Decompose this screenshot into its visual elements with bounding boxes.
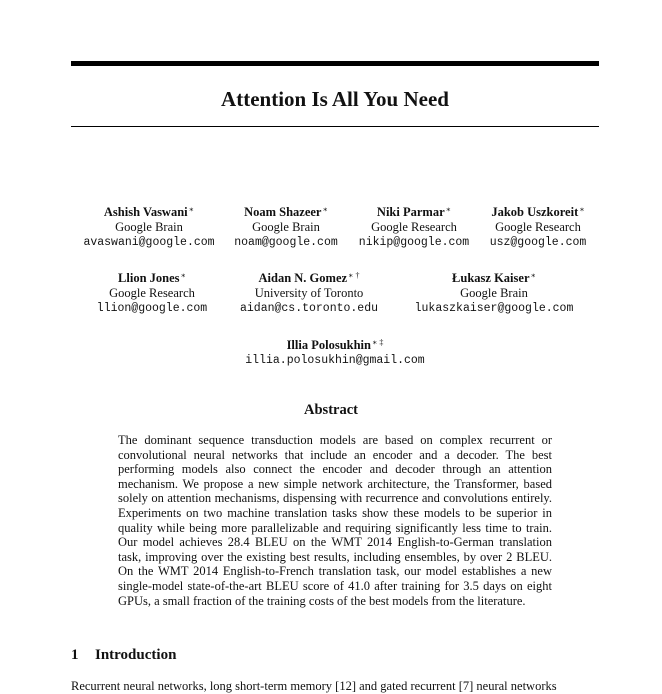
author-block bbox=[97, 268, 207, 316]
author-affiliation: Google Brain bbox=[115, 220, 183, 234]
author-block bbox=[245, 335, 424, 368]
abstract-text: The dominant sequence transduction models are based on complex recurrent or convolutional neural networks that include an encoder and a decoder. The best performing models also connect the encoder and decoder through an attention mechanism. We propose a new simple network architecture, the Transformer, based solely on attention mechanisms, dispensing with recurrence and convolutions entirely. Experiments on two machine translation tasks show these models to be superior in quality while being more parallelizable and requiring significantly less time to train. Our model achieves 28.4 BLEU on the WMT 2014 English-to-German translation task, improving over the existing best results, including ensembles, by over 2 BLEU. On the WMT 2014 English-to-French translation task, our model establishes a new single-model state-of-the-art BLEU score of 41.0 after training for 3.5 days on eight GPUs, a small fraction of the training costs of the best models from the literature. bbox=[118, 433, 552, 608]
author-affiliation: University of Toronto bbox=[254, 286, 364, 300]
abstract-heading: Abstract bbox=[304, 402, 358, 418]
title-rule-bottom bbox=[71, 126, 599, 127]
author-name: Aidan N. Gomez∗ † bbox=[258, 271, 360, 285]
author-name: Jakob Uszkoreit∗ bbox=[491, 205, 585, 219]
author-name: Illia Polosukhin∗ ‡ bbox=[286, 338, 384, 352]
section-number: 1 bbox=[71, 647, 79, 663]
author-block bbox=[490, 202, 587, 250]
author-block bbox=[83, 202, 214, 250]
author-name: Llion Jones∗ bbox=[118, 271, 186, 285]
author-email[interactable]: aidan@cs.toronto.edu bbox=[239, 302, 379, 315]
author-email[interactable]: nikip@google.com bbox=[358, 236, 470, 249]
intro-paragraph: Recurrent neural networks, long short-term memory [12] and gated recurrent [7] neural networks bbox=[71, 679, 557, 693]
author-email[interactable]: avaswani@google.com bbox=[83, 236, 215, 249]
author-footnote-marks: ∗ bbox=[322, 205, 328, 214]
author-name: Ashish Vaswani∗ bbox=[103, 205, 195, 219]
author-footnote-marks: ∗ bbox=[579, 205, 585, 214]
author-affiliation: Google Research bbox=[371, 220, 457, 234]
author-affiliation: Google Research bbox=[495, 220, 581, 234]
author-name: Niki Parmar∗ bbox=[376, 205, 452, 219]
author-footnote-marks: ∗ bbox=[445, 205, 452, 214]
author-block bbox=[240, 268, 378, 316]
author-footnote-marks: ∗ bbox=[180, 271, 186, 280]
author-email[interactable]: lukaszkaiser@google.com bbox=[414, 302, 574, 315]
author-footnote-marks: ∗ † bbox=[348, 271, 360, 280]
author-block bbox=[359, 202, 469, 250]
author-affiliation: Google Brain bbox=[460, 286, 528, 300]
author-email[interactable]: llion@google.com bbox=[96, 302, 208, 315]
section-heading-introduction bbox=[71, 647, 176, 664]
author-email[interactable]: illia.polosukhin@gmail.com bbox=[245, 354, 425, 367]
author-footnote-marks: ∗ bbox=[188, 205, 195, 214]
title-rule-top bbox=[71, 61, 599, 66]
author-name: Noam Shazeer∗ bbox=[244, 205, 328, 219]
author-footnote-marks: ∗ ‡ bbox=[371, 338, 384, 347]
author-email[interactable]: usz@google.com bbox=[489, 236, 587, 249]
author-block bbox=[415, 268, 574, 316]
author-affiliation: Google Research bbox=[109, 286, 195, 300]
section-title: Introduction bbox=[95, 647, 177, 663]
author-block bbox=[234, 202, 338, 250]
paper-title: Attention Is All You Need bbox=[221, 87, 449, 111]
author-email[interactable]: noam@google.com bbox=[234, 236, 338, 249]
author-footnote-marks: ∗ bbox=[530, 271, 536, 280]
author-name: Łukasz Kaiser∗ bbox=[452, 271, 536, 285]
author-affiliation: Google Brain bbox=[252, 220, 320, 234]
